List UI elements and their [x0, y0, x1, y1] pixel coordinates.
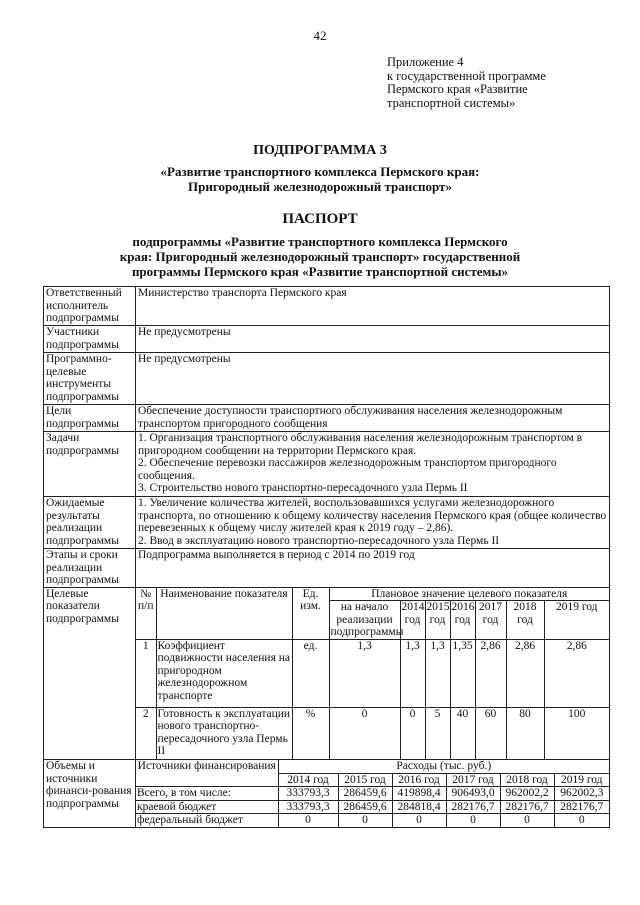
task-item: 3. Строительство нового транспортно-пересадочного узла Пермь II [138, 482, 468, 494]
indicators-table [136, 588, 609, 760]
row-label: Ответственный исполнитель подпрограммы [44, 287, 136, 326]
indicator-value: 1,3 [425, 639, 450, 707]
row-value: Министерство транспорта Пермского края [136, 287, 610, 326]
funding-value: 0 [446, 814, 500, 827]
col-sources: Источники финансирования [136, 760, 278, 787]
funding-value: 282176,7 [554, 800, 609, 814]
row-label: Задачи подпрограммы [44, 432, 136, 497]
indicator-value: 2,86 [475, 639, 506, 707]
row-label: Целевые показатели подпрограммы [44, 587, 136, 760]
funding-row [136, 800, 609, 814]
indicator-value: 80 [506, 707, 544, 759]
funding-value: 906493,0 [446, 787, 500, 801]
col-year: 2019 год [554, 773, 609, 787]
task-item: 2. Обеспечение перевозки пассажиров железнодорожным транспортом пригородного сообщения. [138, 457, 557, 482]
indicator-unit: ед. [292, 639, 329, 707]
indicator-value: 1,35 [450, 639, 475, 707]
annex-line: транспортной системы» [387, 95, 516, 110]
funding-value: 286459,6 [338, 787, 392, 801]
annex-line: к государственной программе [387, 68, 546, 83]
annex-line: Пермского края «Развитие [387, 82, 528, 96]
funding-value: 286459,6 [338, 800, 392, 814]
annex-line: Приложение 4 [387, 55, 464, 69]
funding-value: 0 [500, 814, 554, 827]
col-name: Наименование показателя [156, 588, 292, 640]
row-value: Не предусмотрены [136, 353, 610, 405]
row-label: Цели подпрограммы [44, 405, 136, 432]
indicators-header [136, 588, 609, 601]
row-value: Обеспечение доступности транспортного обслуживания населения железнодорожным транспортом пригородного сообщения [136, 405, 610, 432]
col-year: 2017 год [446, 773, 500, 787]
indicator-value: 2,86 [506, 639, 544, 707]
col-year: 2017 год [475, 601, 506, 640]
col-year: 2015 год [425, 601, 450, 640]
subtitle-line: Пригородный железнодорожный транспорт» [188, 179, 452, 194]
funding-row [136, 787, 609, 801]
funding-value: 0 [338, 814, 392, 827]
funding-row [136, 814, 609, 827]
row-indicators [44, 587, 610, 760]
row-value [136, 432, 610, 497]
funding-value: 333793,3 [278, 787, 338, 801]
task-item: 1. Организация транспортного обслуживания населения железнодорожным транспортом в пригородном сообщении на территории Пермского края. [138, 432, 583, 457]
subprogram-title: ПОДПРОГРАММА 3 [253, 143, 387, 158]
funding-header [136, 760, 609, 773]
indicator-value: 5 [425, 707, 450, 759]
row-label: Объемы и источники финанси-рования подпрограммы [44, 760, 136, 828]
row-expected [44, 497, 610, 549]
funding-value: 962002,2 [500, 787, 554, 801]
col-plan: Плановое значение целевого показателя [329, 588, 609, 601]
col-year: 2018 год [500, 773, 554, 787]
row-label: Участники подпрограммы [44, 326, 136, 353]
annex-note [387, 56, 546, 110]
col-expenses: Расходы (тыс. руб.) [278, 760, 609, 773]
row-value [136, 497, 610, 549]
indicator-start: 1,3 [329, 639, 400, 707]
indicator-num: 2 [136, 707, 156, 759]
funding-cell [136, 760, 610, 828]
col-year: 2015 год [338, 773, 392, 787]
funding-value: 333793,3 [278, 800, 338, 814]
row-value: Не предусмотрены [136, 326, 610, 353]
col-num: № п/п [136, 588, 156, 640]
indicator-value: 40 [450, 707, 475, 759]
indicator-name: Готовность к эксплуатации нового транспортно-пересадочного узла Пермь II [157, 707, 291, 757]
row-label: Ожидаемые результаты реализации подпрограммы [44, 497, 136, 549]
indicator-row [136, 639, 609, 707]
indicator-value: 1,3 [400, 639, 425, 707]
funding-value: 962002,3 [554, 787, 609, 801]
subprogram-subtitle [40, 164, 600, 194]
indicators-cell [136, 587, 610, 760]
row-stages [44, 549, 610, 588]
indicator-value: 100 [544, 707, 609, 759]
funding-source: Всего, в том числе: [136, 787, 278, 801]
row-value: Подпрограмма выполняется в период с 2014 по 2019 год [136, 549, 610, 588]
row-funding [44, 760, 610, 828]
expected-item: 2. Ввод в эксплуатацию нового транспортно-пересадочного узла Пермь II [138, 534, 500, 547]
indicator-start: 0 [329, 707, 400, 759]
indicator-value: 60 [475, 707, 506, 759]
funding-value: 282176,7 [500, 800, 554, 814]
funding-value: 0 [392, 814, 446, 827]
col-year: 2018 год [506, 601, 544, 640]
indicator-unit: % [292, 707, 329, 759]
col-year: 2014 год [278, 773, 338, 787]
page-number: 42 [313, 28, 327, 43]
row-label: Этапы и сроки реализации подпрограммы [44, 549, 136, 588]
funding-source: федеральный бюджет [136, 814, 278, 827]
row-tasks [44, 432, 610, 497]
indicator-num: 1 [136, 639, 156, 707]
row-responsible [44, 287, 610, 326]
passport-subtitle-line: края: Пригородный железнодорожный транспорт» государственной [119, 249, 521, 264]
col-year: 2014 год [400, 601, 425, 640]
expected-item: 1. Увеличение количества жителей, воспользовавшихся услугами железнодорожного транспорта, по отношению к общему количеству населения Пермского края (общее количество перевезенных к общему числу жителей края к 2019 году – 2,86). [138, 497, 607, 534]
passport-subtitle-line: программы Пермского края «Развитие транспортной системы» [131, 264, 509, 279]
funding-value: 284818,4 [392, 800, 446, 814]
indicator-name: Коэффициент подвижности населения на пригородном железнодорожном транспорте [156, 639, 292, 707]
funding-value: 0 [278, 814, 338, 827]
col-start: на начало реализации подпрограммы [330, 601, 404, 638]
passport-subtitle-line: подпрограммы «Развитие транспортного комплекса Пермского [132, 234, 508, 249]
row-instruments [44, 353, 610, 405]
passport-title: ПАСПОРТ [282, 211, 358, 227]
col-year: 2016 год [392, 773, 446, 787]
indicator-row [136, 707, 609, 759]
col-year: 2019 год [544, 601, 609, 640]
row-label: Программно-целевые инструменты подпрограммы [44, 353, 136, 405]
funding-source: краевой бюджет [136, 800, 278, 814]
funding-value: 282176,7 [446, 800, 500, 814]
row-participants [44, 326, 610, 353]
indicator-value: 0 [400, 707, 425, 759]
col-unit: Ед. изм. [292, 588, 329, 640]
funding-table [136, 760, 609, 827]
indicator-value: 2,86 [544, 639, 609, 707]
passport-table [43, 286, 610, 828]
row-goals [44, 405, 610, 432]
col-year: 2016 год [450, 601, 475, 640]
subtitle-line: «Развитие транспортного комплекса Пермского края: [160, 164, 480, 179]
funding-value: 419898,4 [392, 787, 446, 801]
passport-subtitle [40, 234, 600, 279]
funding-value: 0 [554, 814, 609, 827]
